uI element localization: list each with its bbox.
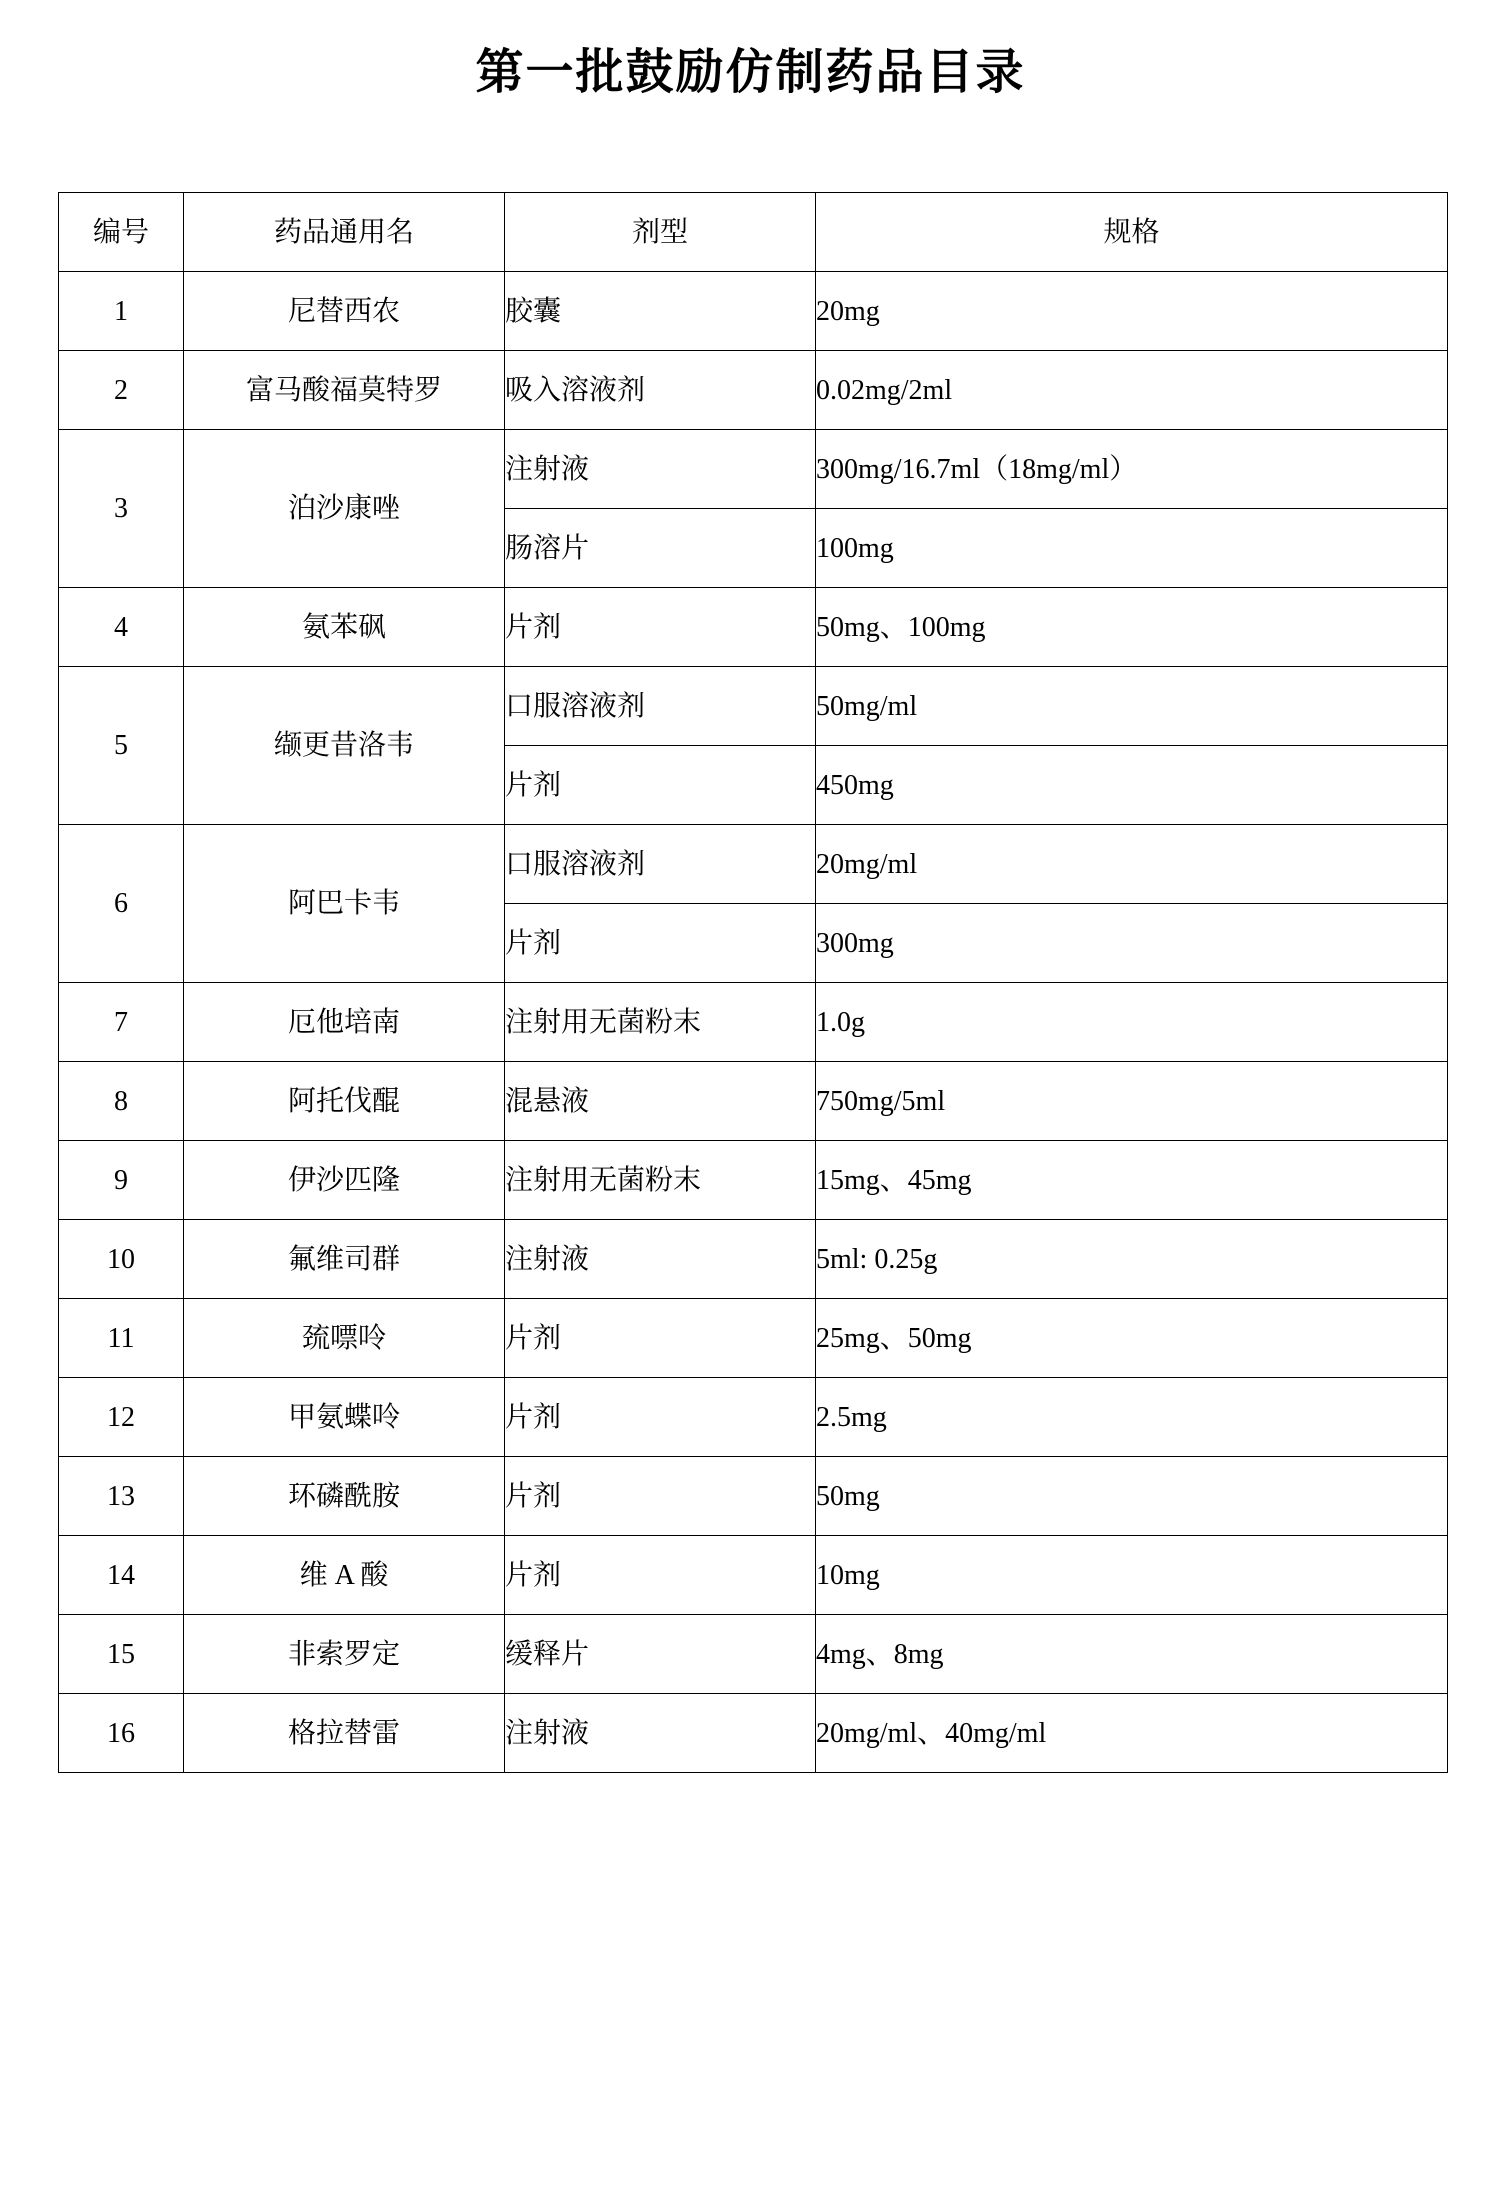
column-header-specification: 规格 — [816, 193, 1448, 272]
cell-dosage-form: 肠溶片 — [505, 509, 816, 588]
cell-specification: 20mg — [816, 272, 1448, 351]
cell-number: 11 — [59, 1299, 184, 1378]
table-row — [59, 1536, 1448, 1615]
drug-catalog-table — [58, 192, 1448, 1773]
cell-number: 14 — [59, 1536, 184, 1615]
table-row — [59, 430, 1448, 509]
table-row — [59, 825, 1448, 904]
cell-dosage-form: 片剂 — [505, 1299, 816, 1378]
cell-dosage-form: 注射液 — [505, 430, 816, 509]
cell-dosage-form: 口服溶液剂 — [505, 667, 816, 746]
cell-number: 4 — [59, 588, 184, 667]
table-row — [59, 983, 1448, 1062]
cell-number: 10 — [59, 1220, 184, 1299]
cell-dosage-form: 注射用无菌粉末 — [505, 1141, 816, 1220]
table-row — [59, 588, 1448, 667]
cell-number: 13 — [59, 1457, 184, 1536]
cell-specification: 20mg/ml、40mg/ml — [816, 1694, 1448, 1773]
table-body — [59, 272, 1448, 1773]
table-row — [59, 667, 1448, 746]
table-row — [59, 1299, 1448, 1378]
cell-specification: 10mg — [816, 1536, 1448, 1615]
cell-number: 8 — [59, 1062, 184, 1141]
table-row — [59, 1378, 1448, 1457]
cell-dosage-form: 片剂 — [505, 1378, 816, 1457]
document-page — [0, 42, 1501, 2199]
cell-specification: 4mg、8mg — [816, 1615, 1448, 1694]
cell-specification: 2.5mg — [816, 1378, 1448, 1457]
cell-generic-name: 甲氨蝶呤 — [184, 1378, 505, 1457]
drug-catalog-table-wrapper — [58, 192, 1443, 1773]
cell-dosage-form: 片剂 — [505, 1536, 816, 1615]
cell-number: 7 — [59, 983, 184, 1062]
cell-number: 9 — [59, 1141, 184, 1220]
cell-generic-name: 阿巴卡韦 — [184, 825, 505, 983]
cell-dosage-form: 注射液 — [505, 1694, 816, 1773]
cell-specification: 300mg/16.7ml（18mg/ml） — [816, 430, 1448, 509]
cell-specification: 50mg — [816, 1457, 1448, 1536]
cell-specification: 0.02mg/2ml — [816, 351, 1448, 430]
table-header — [59, 193, 1448, 272]
cell-generic-name: 阿托伐醌 — [184, 1062, 505, 1141]
cell-dosage-form: 缓释片 — [505, 1615, 816, 1694]
cell-number: 5 — [59, 667, 184, 825]
cell-specification: 300mg — [816, 904, 1448, 983]
cell-number: 2 — [59, 351, 184, 430]
cell-generic-name: 尼替西农 — [184, 272, 505, 351]
table-row — [59, 1457, 1448, 1536]
table-row — [59, 1615, 1448, 1694]
cell-number: 6 — [59, 825, 184, 983]
cell-number: 12 — [59, 1378, 184, 1457]
cell-specification: 100mg — [816, 509, 1448, 588]
cell-dosage-form: 吸入溶液剂 — [505, 351, 816, 430]
cell-dosage-form: 注射液 — [505, 1220, 816, 1299]
cell-specification: 50mg/ml — [816, 667, 1448, 746]
column-header-dosage-form: 剂型 — [505, 193, 816, 272]
cell-generic-name: 维 A 酸 — [184, 1536, 505, 1615]
cell-generic-name: 非索罗定 — [184, 1615, 505, 1694]
cell-generic-name: 氨苯砜 — [184, 588, 505, 667]
cell-specification: 450mg — [816, 746, 1448, 825]
table-row — [59, 351, 1448, 430]
cell-dosage-form: 片剂 — [505, 588, 816, 667]
cell-generic-name: 伊沙匹隆 — [184, 1141, 505, 1220]
cell-number: 1 — [59, 272, 184, 351]
cell-dosage-form: 胶囊 — [505, 272, 816, 351]
table-row — [59, 1141, 1448, 1220]
cell-dosage-form: 片剂 — [505, 904, 816, 983]
cell-dosage-form: 注射用无菌粉末 — [505, 983, 816, 1062]
cell-dosage-form: 混悬液 — [505, 1062, 816, 1141]
page-title: 第一批鼓励仿制药品目录 — [475, 46, 1026, 99]
cell-specification: 1.0g — [816, 983, 1448, 1062]
column-header-generic-name: 药品通用名 — [184, 193, 505, 272]
cell-specification: 15mg、45mg — [816, 1141, 1448, 1220]
table-header-row — [59, 193, 1448, 272]
table-row — [59, 1062, 1448, 1141]
cell-specification: 50mg、100mg — [816, 588, 1448, 667]
cell-dosage-form: 口服溶液剂 — [505, 825, 816, 904]
cell-generic-name: 氟维司群 — [184, 1220, 505, 1299]
cell-generic-name: 缬更昔洛韦 — [184, 667, 505, 825]
table-row — [59, 272, 1448, 351]
cell-generic-name: 格拉替雷 — [184, 1694, 505, 1773]
table-row — [59, 1694, 1448, 1773]
cell-generic-name: 环磷酰胺 — [184, 1457, 505, 1536]
cell-number: 15 — [59, 1615, 184, 1694]
cell-number: 3 — [59, 430, 184, 588]
cell-number: 16 — [59, 1694, 184, 1773]
cell-specification: 20mg/ml — [816, 825, 1448, 904]
cell-generic-name: 厄他培南 — [184, 983, 505, 1062]
cell-generic-name: 巯嘌呤 — [184, 1299, 505, 1378]
column-header-number: 编号 — [59, 193, 184, 272]
cell-generic-name: 富马酸福莫特罗 — [184, 351, 505, 430]
table-row — [59, 1220, 1448, 1299]
cell-dosage-form: 片剂 — [505, 746, 816, 825]
cell-specification: 5ml: 0.25g — [816, 1220, 1448, 1299]
cell-specification: 750mg/5ml — [816, 1062, 1448, 1141]
cell-specification: 25mg、50mg — [816, 1299, 1448, 1378]
cell-dosage-form: 片剂 — [505, 1457, 816, 1536]
cell-generic-name: 泊沙康唑 — [184, 430, 505, 588]
